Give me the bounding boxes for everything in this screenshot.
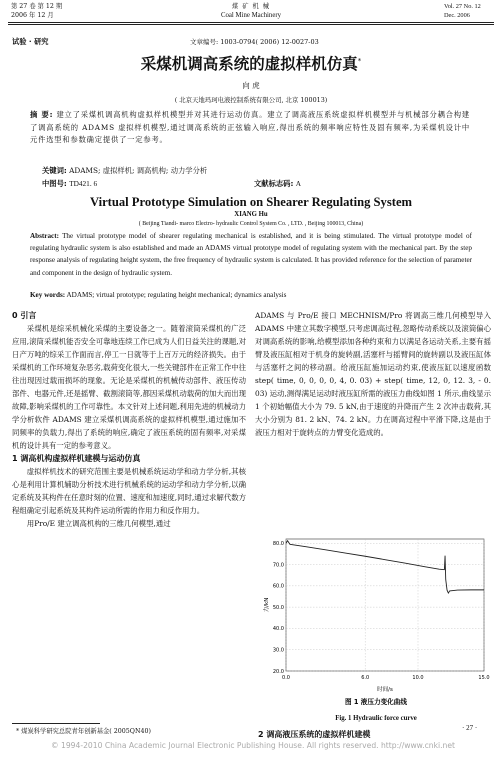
section-1-heading: 1 调高机构虚拟样机建模与运动仿真 — [12, 454, 141, 463]
clc-number — [42, 179, 97, 189]
keywords-en — [30, 291, 472, 299]
right-paragraph: ADAMS 与 Pro/E 接口 MECHNISM/Pro 将调高三维几何模型导入 ADAMS 中建立其数字模型,只考虑调高过程,忽略传动系统以及滚筒偏心对调高系统的影响,给模型添加各种约束和力以满足各运动关系,主要有摇臂及液压缸相对于机身的旋转副,活塞杆与摇臂间的旋转副以及液压缸体与活塞杆之间的移动副。给液压缸施加运动约束,使液压缸以速度函数 step( time, 0, 0, 0, 0, 4, 0. 03) + step( time, 12, 0, 12. 3, - 0. 03) 运动,测得满足运动时液压缸所需的液压力曲线如图 1 所示,曲线显示 1 个初始幅值大小为 79. 5 kN,由于速度的升降而产生 2 次冲击载荷,其大小分别为 81. 2 kN、74. 2 kN。力在调高过程中平滑下降,这是由于液压力相对于旋转点的力臂变化造成的。 — [255, 311, 491, 437]
title-en: Virtual Prototype Simulation on Shearer Regulating System — [89, 195, 413, 209]
y-tick-label: 60.0 — [272, 583, 284, 590]
x-tick-label: 10.0 — [412, 675, 424, 681]
x-tick-label: 6.0 — [361, 675, 370, 681]
hydraulic-force-chart — [258, 535, 494, 705]
y-tick-label: 80.0 — [272, 541, 284, 548]
section-1-paragraph-2: 用Pro/E 建立调高机构的三维几何模型,通过 — [26, 519, 171, 528]
left-column — [12, 309, 246, 530]
footnote-rule — [12, 723, 100, 724]
figure-caption-en: Fig. 1 Hydraulic force curve — [335, 715, 417, 722]
section-2-heading: 2 调高液压系统的虚拟样机建模 — [258, 730, 371, 739]
abstract-cn-label: 摘 要: — [30, 110, 54, 119]
title-cn — [0, 52, 502, 74]
title-footnote-mark: * — [357, 56, 362, 65]
x-tick-label: 0.0 — [282, 675, 290, 681]
document-code — [254, 179, 301, 189]
abstract-cn — [30, 109, 470, 147]
document-code-value: A — [295, 179, 302, 188]
section-1-paragraph-1: 虚拟样机技术的研究范围主要是机械系统运动学和动力学分析,其核心是利用计算机辅助分析技术进行机械系统的运动学和动力学分析,以确定系统及其构件在任意时刻的位置、速度和加速度,同时,通过求解代数方程组确定引起系统及其构件运动所需的作用力和反作用力。 — [12, 467, 246, 515]
abstract-en-label: Abstract: — [30, 232, 59, 240]
footnote: * 煤炭科学研究总院青年创新基金( 2005QN40) — [16, 728, 151, 735]
affiliation-en: ( Beijing Tiandi- marco Electro- hydraulic Control System Co. , LTD. , Beijing 100013, China) — [138, 221, 364, 227]
y-tick-label: 20.0 — [272, 668, 284, 675]
right-column — [255, 309, 491, 439]
category-label: 试验 · 研究 — [12, 37, 49, 46]
y-tick-label: 50.0 — [272, 604, 284, 611]
y-tick-label: 40.0 — [272, 626, 284, 633]
abstract-cn-text: 建立了采煤机调高机构虚拟样机模型并对其进行运动仿真。建立了调高液压系统虚拟样机模型并与机械部分耦合构建了调高系统的 ADAMS 虚拟样机模型,通过调高系统的正弦输入响应,得出系统的频率响应特性及固有频率,为采煤机设计中元件选型和参数确定提供了一定参考。 — [30, 110, 470, 145]
journal-name-cn: 煤 矿 机 械 — [231, 3, 271, 10]
y-tick-labels — [273, 541, 284, 675]
x-tick-labels — [282, 675, 490, 681]
journal-name-en: Coal Mine Machinery — [220, 12, 282, 19]
x-axis-label: 时间/s — [377, 687, 393, 693]
x-tick-label: 15.0 — [478, 675, 490, 681]
figure-caption-cn: 图 1 液压力变化曲线 — [345, 698, 407, 705]
date-cn: 2006 年 12 月 — [11, 12, 54, 19]
author-cn: 向 虎 — [242, 81, 260, 90]
copyright-watermark: © 1994-2010 China Academic Journal Electronic Publishing House. All rights reserved. http://www.cnki.net — [51, 741, 455, 750]
title-cn-text: 采煤机调高系统的虚拟样机仿真 — [140, 55, 358, 73]
article-number: 文章编号: 1003-0794( 2006) 12-0027-03 — [190, 38, 319, 46]
y-axis-label: 力/kN — [264, 597, 270, 613]
page-number: · 27 · — [462, 724, 478, 732]
author-en: XIANG Hu — [234, 211, 268, 218]
date-en: Dec. 2006 — [444, 12, 470, 19]
keywords-cn-text: ADAMS; 虚拟样机; 调高机构; 动力学分析 — [69, 166, 208, 175]
y-tick-label: 30.0 — [272, 647, 284, 654]
abstract-en-text: The virtual prototype model of shearer regulating mechanical is established, and it is being stimulated. The virtual prototype model of regulating hydraulic system is also established and made an ADAMS virtual prototype model of regulating system with the mechanical part. By the step response analysis of regulating height system, the free frequency of hydraulic system is calculated. It has provided reference for the selection of parameter and component in the design of hydraulic system. — [30, 232, 472, 277]
abstract-en — [30, 230, 472, 279]
clc-value: TD421. 6 — [69, 179, 98, 188]
volume-en: Vol. 27 No. 12 — [444, 3, 481, 10]
header-rule-bottom — [8, 24, 494, 25]
affiliation-cn: ( 北京天地玛珂电液控制系统有限公司, 北京 100013) — [174, 96, 328, 104]
plot-frame — [286, 539, 484, 671]
keywords-en-text: ADAMS; virtual prototype; regulating height mechanical; dynamics analysis — [66, 291, 287, 299]
keywords-cn — [42, 166, 207, 176]
y-tick-label: 70.0 — [272, 562, 284, 569]
keywords-cn-label: 关键词: — [42, 166, 67, 175]
keywords-en-label: Key words: — [30, 291, 66, 299]
volume-cn: 第 27 卷 第 12 期 — [11, 3, 63, 10]
document-code-label: 文献标志码: — [254, 179, 294, 188]
section-0-heading: 0 引言 — [12, 311, 37, 320]
section-0-paragraph: 采煤机是综采机械化采煤的主要设备之一。随着滚筒采煤机的广泛应用,滚筒采煤机能否安全可靠地连续工作已成为人们日益关注的课题,对日产万吨的综采工作面而言,停工一日就等于上百万元的经济损失。由于采煤机的工作环境复杂恶劣,载荷变化很大,一些关键部件在正常工作中往往出现因过载而损坏的现象。无论是采煤机的机械传动部件、液压传动部件、电器元件,还是摇臂、截割滚筒等,都因采煤机动载荷的加大而出现故障,影响采煤机的工作可靠性。本文针对上述问题,利用先进的机械动力学分析软件 ADAMS 建立采煤机调高系统的虚拟样机模型,通过施加不同频率的负载力,得出了系统的响应,确定了液压系统的固有频率,对采煤机的设计具有一定的参考意义。 — [12, 324, 246, 450]
clc-label: 中图号: — [42, 179, 67, 188]
header-rule-top — [8, 22, 494, 23]
